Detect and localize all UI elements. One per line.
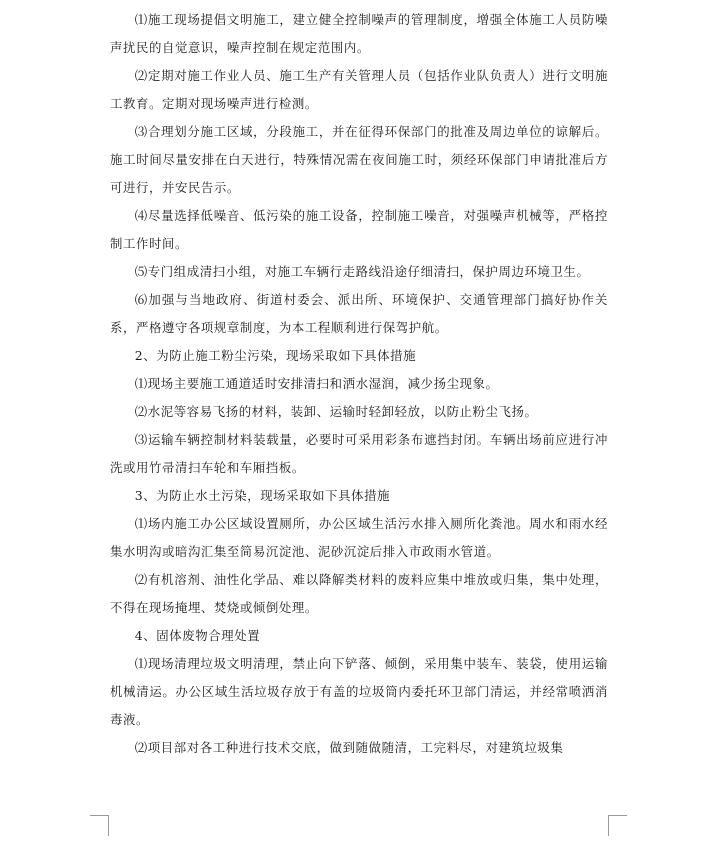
- paragraph-noise-2: ⑵定期对施工作业人员、施工生产有关管理人员（包括作业队负责人）进行文明施工教育。定期对现场噪声进行检测。: [110, 68, 608, 111]
- paragraph-waste-1: ⑴现场清理垃圾文明清理，禁止向下铲落、倾倒，采用集中装车、装袋，使用运输机械清运。办公区域生活垃圾存放于有盖的垃圾筒内委托环卫部门清运，并经常喷洒消毒液。: [110, 656, 608, 727]
- section-heading-water: 3、为防止水土污染，现场采取如下具体措施: [134, 488, 391, 503]
- page-corner-mark-left: [90, 815, 109, 836]
- paragraph-noise-6: ⑹加强与当地政府、街道村委会、派出所、环境保护、交通管理部门搞好协作关系，严格遵守各项规章制度，为本工程顺利进行保驾护航。: [110, 292, 608, 335]
- paragraph-waste-2: ⑵项目部对各工种进行技术交底，做到随做随清，工完料尽，对建筑垃圾集: [134, 740, 564, 755]
- paragraph-dust-3: ⑶运输车辆控制材料装载量，必要时可采用彩条布遮挡封闭。车辆出场前应进行冲洗或用竹帚清扫车轮和车厢挡板。: [110, 432, 608, 475]
- paragraph-noise-3: ⑶合理划分施工区域，分段施工，并在征得环保部门的批准及周边单位的谅解后。施工时间尽量安排在白天进行，特殊情况需在夜间施工时，须经环保部门申请批准后方可进行，并安民告示。: [110, 124, 608, 195]
- paragraph-water-1: ⑴场内施工办公区域设置厕所，办公区域生活污水排入厕所化粪池。周水和雨水经集水明沟或暗沟汇集至简易沉淀池、泥砂沉淀后排入市政雨水管道。: [110, 516, 608, 559]
- page-corner-mark-right: [608, 815, 627, 836]
- page-body: [110, 6, 608, 762]
- paragraph-noise-1: ⑴施工现场提倡文明施工，建立健全控制噪声的管理制度，增强全体施工人员防噪声扰民的自觉意识，噪声控制在规定范围内。: [110, 12, 608, 55]
- section-heading-dust: 2、为防止施工粉尘污染，现场采取如下具体措施: [134, 348, 417, 363]
- paragraph-dust-2: ⑵水泥等容易飞扬的材料，装卸、运输时轻卸轻放，以防止粉尘飞扬。: [134, 404, 538, 419]
- paragraph-noise-4: ⑷尽量选择低噪音、低污染的施工设备，控制施工噪音，对强噪声机械等，严格控制工作时间。: [110, 208, 608, 251]
- paragraph-noise-5: ⑸专门组成清扫小组，对施工车辆行走路线沿途仔细清扫，保护周边环境卫生。: [134, 264, 590, 279]
- paragraph-water-2: ⑵有机溶剂、油性化学品、难以降解类材料的废料应集中堆放或归集，集中处理，不得在现场掩埋、焚烧或倾倒处理。: [110, 572, 608, 615]
- section-heading-waste: 4、固体废物合理处置: [134, 628, 261, 643]
- paragraph-dust-1: ⑴现场主要施工通道适时安排清扫和洒水湿润，减少扬尘现象。: [134, 376, 499, 391]
